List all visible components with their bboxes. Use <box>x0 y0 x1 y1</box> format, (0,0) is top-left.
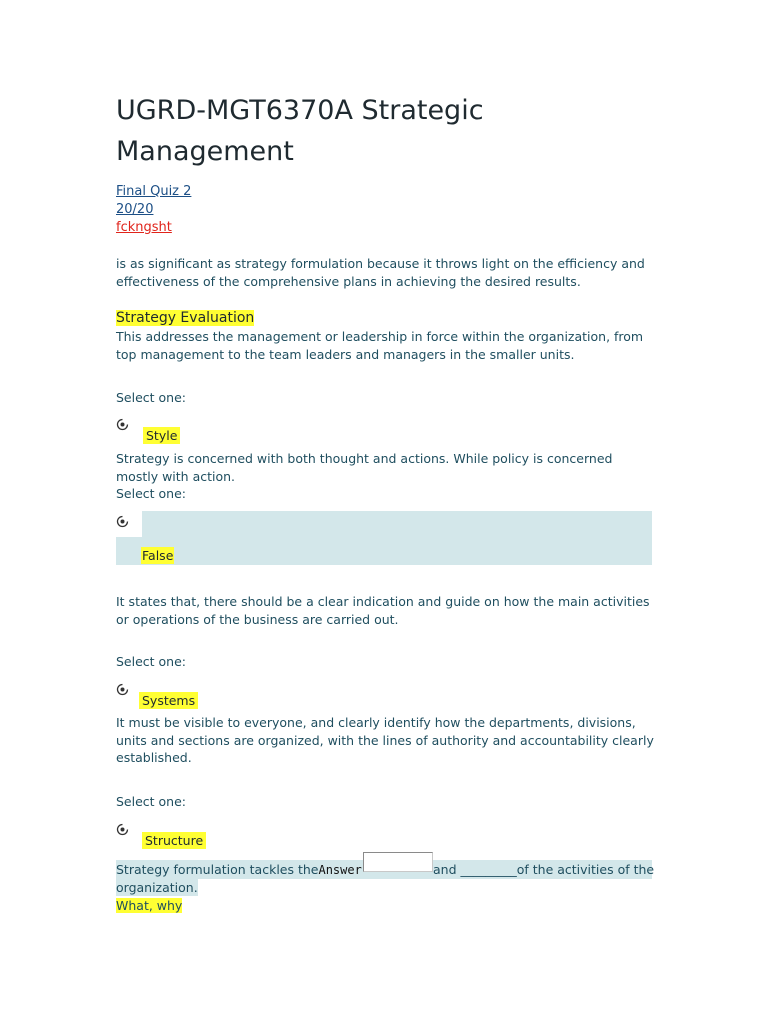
question-5-text: It must be visible to everyone, and clearly identify how the departments, divisions, units and sections are organized, with the lines of authority and accountability clearly established. <box>116 715 654 765</box>
select-one-label: Select one: <box>116 390 187 405</box>
question-1-answer: Strategy Evaluation <box>116 310 255 326</box>
question-2-answer[interactable]: Style <box>143 427 180 444</box>
radio-selected-icon[interactable] <box>116 823 129 836</box>
quiz-link[interactable]: Final Quiz 2 <box>116 184 192 199</box>
question-4-answer[interactable]: Systems <box>139 692 198 709</box>
answer-label: Answer <box>318 863 362 877</box>
question-3-answer[interactable]: False <box>142 548 174 563</box>
question-6-answer: What, why <box>116 898 183 913</box>
question-4-text: It states that, there should be a clear indication and guide on how the main activities or operations of the business are carried out. <box>116 594 650 627</box>
user-link[interactable]: fckngsht <box>116 220 172 235</box>
radio-selected-icon[interactable] <box>116 683 129 696</box>
question-6-text-after: and _________of the activities of the <box>433 862 655 877</box>
radio-selected-icon[interactable] <box>116 418 129 431</box>
question-1-text: is as significant as strategy formulation because it throws light on the efficiency and effectiveness of the comprehensive plans in achieving the desired results. <box>116 256 645 289</box>
answer-input[interactable] <box>363 852 433 872</box>
select-one-label: Select one: <box>116 794 187 809</box>
answer-option-band[interactable] <box>116 511 652 565</box>
select-one-label: Select one: <box>116 654 187 669</box>
question-6-text-before: Strategy formulation tackles the <box>116 862 319 877</box>
question-5-answer[interactable]: Structure <box>142 832 206 849</box>
question-3-text: Strategy is concerned with both thought and actions. While policy is concerned mostly with action. <box>116 451 613 484</box>
select-one-label: Select one: <box>116 486 187 501</box>
radio-selected-icon[interactable] <box>116 515 129 528</box>
page-title: UGRD-MGT6370A Strategic Management <box>116 95 484 167</box>
question-6-text-line2: organization. <box>116 880 198 895</box>
question-2-text: This addresses the management or leadership in force within the organization, from top management to the team leaders and managers in the smaller units. <box>116 329 644 362</box>
score-link[interactable]: 20/20 <box>116 202 154 217</box>
